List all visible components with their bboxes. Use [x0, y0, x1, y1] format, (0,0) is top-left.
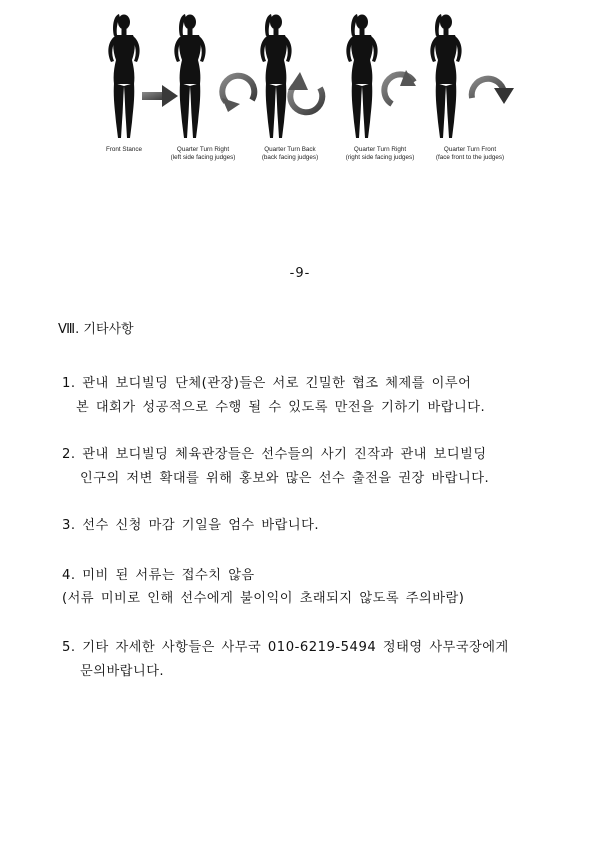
silhouette-icon-5: [430, 14, 461, 138]
item-2-line-2: 인구의 저변 확대를 위해 홍보와 많은 선수 출전을 권장 바랍니다.: [80, 471, 490, 486]
item-3-line-1: 3. 선수 신청 마감 기일을 엄수 바랍니다.: [62, 518, 320, 533]
silhouette-icon-1: [108, 14, 139, 138]
silhouette-icon-3: [260, 14, 291, 138]
pose-caption-2: Quarter Turn Right (left side facing judges): [170, 146, 236, 161]
pose-caption-5: Quarter Turn Front (face front to the judges): [435, 146, 505, 161]
item-1-line-2: 본 대회가 성공적으로 수행 될 수 있도록 만전을 기하기 바랍니다.: [76, 400, 486, 415]
item-5-line-2: 문의바랍니다.: [80, 664, 165, 679]
pose-diagram: [0, 0, 600, 175]
silhouette-icon-4: [346, 14, 377, 138]
pose-illustration: [0, 0, 600, 150]
pose-caption-3: Quarter Turn Back (back facing judges): [261, 146, 319, 161]
item-2-line-1: 2. 관내 보디빌딩 체육관장들은 선수들의 사기 진작과 관내 보디빌딩: [62, 447, 487, 462]
rotate-icon-3: [384, 70, 416, 104]
section-title: Ⅷ. 기타사항: [58, 322, 134, 337]
rotate-icon-1: [222, 76, 254, 112]
pose-caption-4: Quarter Turn Right (right side facing judges): [345, 146, 415, 161]
item-4-line-1: 4. 미비 된 서류는 접수치 않음: [62, 568, 255, 583]
arrow-right-icon: [142, 85, 178, 107]
rotate-icon-2: [288, 72, 322, 112]
item-5-line-1: 5. 기타 자세한 사항들은 사무국 010-6219-5494 정태영 사무국장에게: [62, 640, 509, 655]
rotate-icon-4: [472, 79, 514, 104]
item-1-line-1: 1. 관내 보디빌딩 단체(관장)들은 서로 긴밀한 협조 체제를 이루어: [62, 376, 472, 391]
pose-caption-1: Front Stance: [105, 146, 143, 153]
page-number: -9-: [289, 266, 311, 281]
item-4-line-2: (서류 미비로 인해 선수에게 불이익이 초래되지 않도록 주의바람): [62, 591, 465, 606]
silhouette-icon-2: [174, 14, 205, 138]
